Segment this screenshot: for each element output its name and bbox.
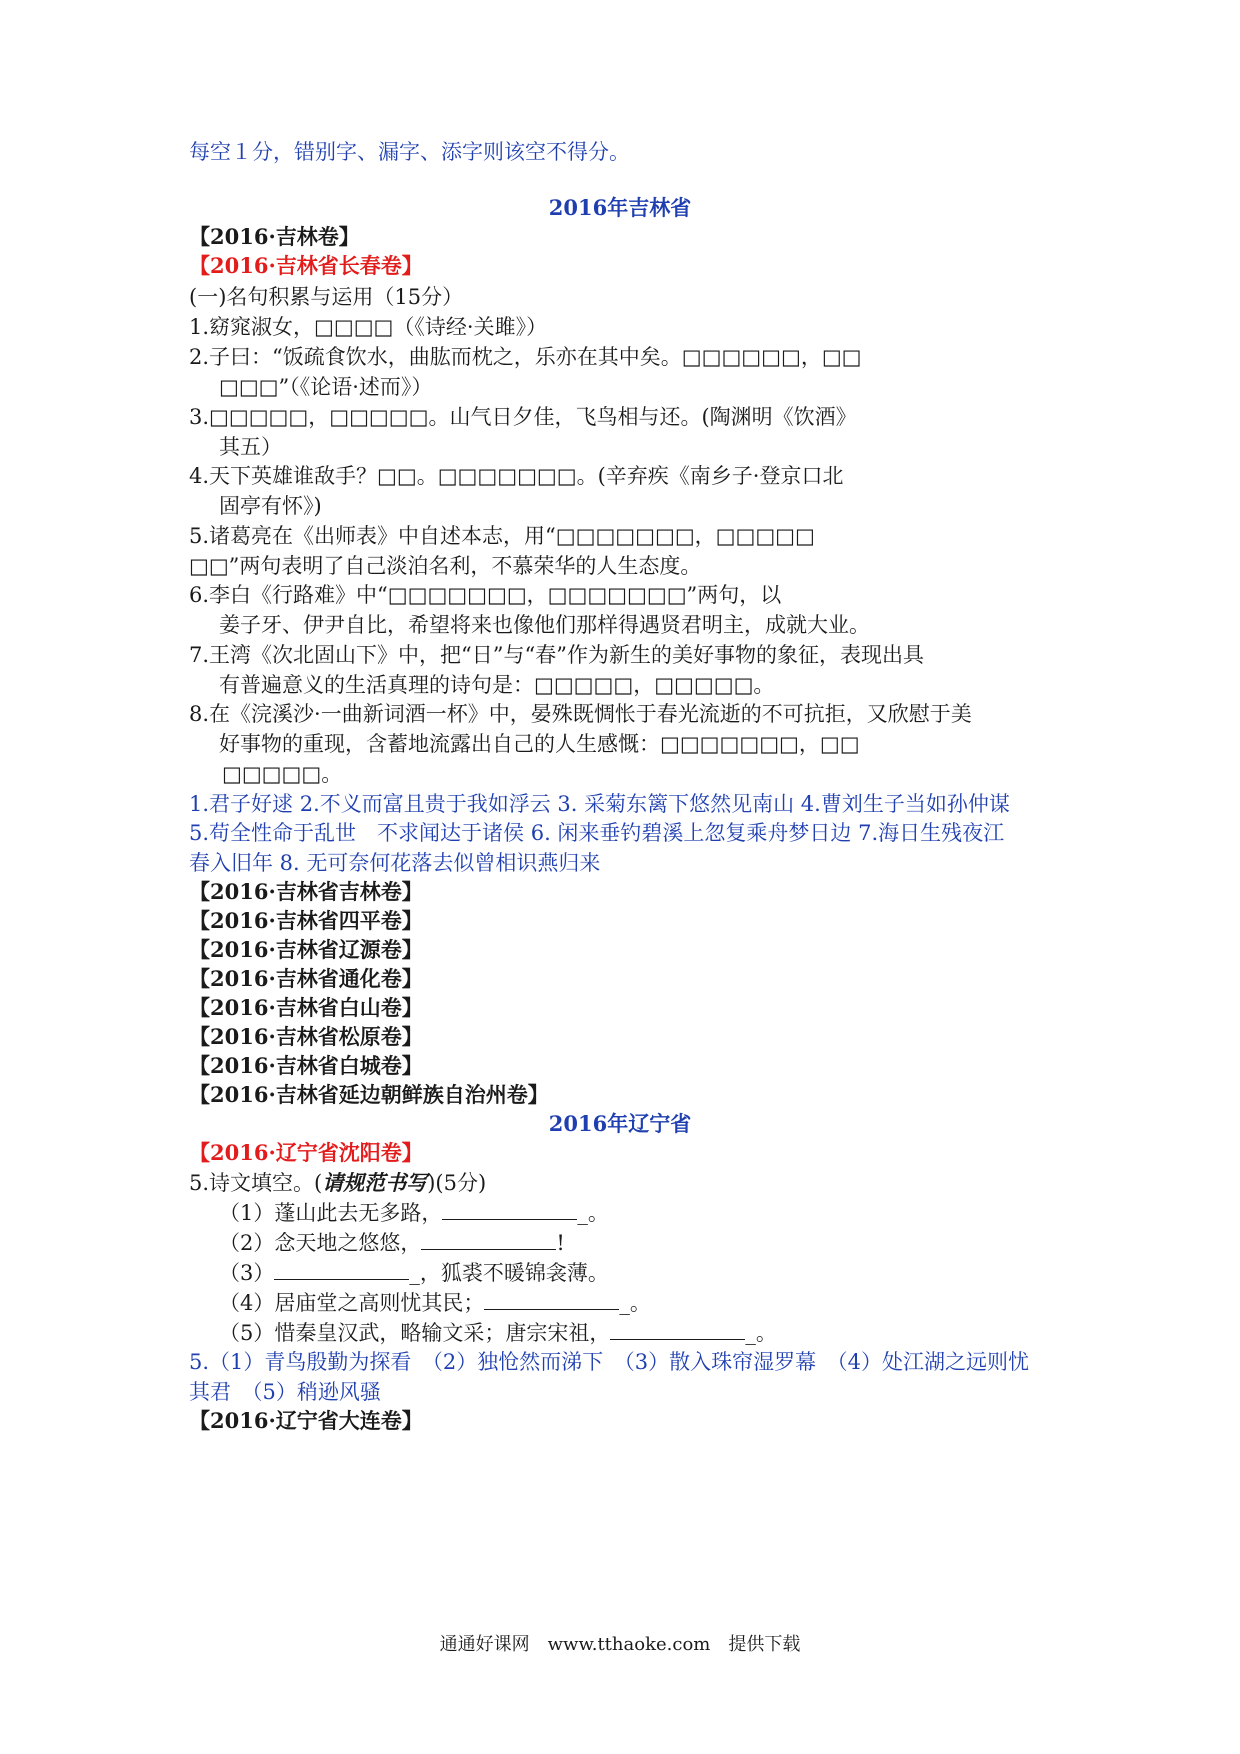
answer-line: 其君 （5）稍逊风骚 xyxy=(189,1380,381,1404)
section-heading: 【2016·吉林省通化卷】 xyxy=(189,966,423,991)
fill-item-text: （2）念天地之悠悠， xyxy=(219,1231,422,1255)
question-line: 固亭有怀》) xyxy=(219,494,322,518)
question-line: 7.王湾《次北固山下》中，把“日”与“春”作为新生的美好事物的象征，表现出具 xyxy=(189,643,924,667)
fill-item-text: （4）居庙堂之高则忧其民； xyxy=(219,1291,485,1315)
section-jilin: 【2016·吉林卷】 xyxy=(189,224,360,249)
fill-item-end: ! xyxy=(556,1231,565,1255)
question-5-suffix: )(5分) xyxy=(427,1171,487,1195)
jilin-heading: 2016年吉林省 xyxy=(548,195,692,220)
question-5 xyxy=(189,1168,486,1198)
fill-item-end: _。 xyxy=(745,1321,777,1345)
answer-line: 5.苟全性命于乱世 不求闻达于诸侯 6. 闲来垂钓碧溪上忽复乘舟梦日边 7.海日生残夜江 xyxy=(189,821,1005,845)
question-5-prefix: 5.诗文填空。( xyxy=(189,1171,323,1195)
question-line: 好事物的重现，含蓄地流露出自己的人生感慨：□□□□□□□，□□ xyxy=(219,732,860,756)
question-line: 其五） xyxy=(219,435,282,459)
answer-line: 5.（1）青鸟殷勤为探看 （2）独怆然而涕下 （3）散入珠帘湿罗幕 （4）处江湖之远则忧 xyxy=(189,1350,1029,1374)
fill-item xyxy=(219,1258,609,1288)
section-heading: 【2016·吉林省吉林卷】 xyxy=(189,879,423,904)
question-line: 8.在《浣溪沙·一曲新词酒一杯》中，晏殊既惆怅于春光流逝的不可抗拒，又欣慰于美 xyxy=(189,702,972,726)
question-line: 有普遍意义的生活真理的诗句是：□□□□□，□□□□□。 xyxy=(219,673,775,697)
question-line: 5.诸葛亮在《出师表》中自述本志，用“□□□□□□□，□□□□□ xyxy=(189,524,815,548)
part-title: (一)名句积累与运用（15分） xyxy=(189,285,464,309)
fill-item-text: （1）蓬山此去无多路， xyxy=(219,1201,443,1225)
question-line: □□□”（《论语·述而》） xyxy=(219,375,433,399)
section-heading: 【2016·吉林省白山卷】 xyxy=(189,995,423,1020)
fill-item xyxy=(219,1198,609,1228)
fill-blank xyxy=(421,1231,556,1250)
question-line: 4.天下英雄谁敌手？□□。□□□□□□□。(辛弃疾《南乡子·登京口北 xyxy=(189,464,844,488)
fill-blank xyxy=(442,1201,577,1220)
fill-item-text: （3） xyxy=(219,1261,275,1285)
scoring-note: 每空１分，错别字、漏字、添字则该空不得分。 xyxy=(189,140,630,164)
section-heading: 【2016·吉林省白城卷】 xyxy=(189,1053,423,1078)
fill-item-end: _。 xyxy=(619,1291,651,1315)
page-footer: 通通好课网 www.tthaoke.com 提供下载 xyxy=(439,1634,801,1655)
fill-blank xyxy=(610,1321,745,1340)
question-5-emphasis: 请规范书写 xyxy=(322,1170,428,1195)
fill-item xyxy=(219,1288,651,1318)
section-heading: 【2016·吉林省松原卷】 xyxy=(189,1024,423,1049)
question-line: □□□□□。 xyxy=(222,762,343,786)
question-line: 2.子曰：“饭疏食饮水，曲肱而枕之，乐亦在其中矣。□□□□□□，□□ xyxy=(189,345,862,369)
question-line: □□”两句表明了自己淡泊名利，不慕荣华的人生态度。 xyxy=(189,554,702,578)
section-heading: 【2016·吉林省四平卷】 xyxy=(189,908,423,933)
section-heading: 【2016·吉林省辽源卷】 xyxy=(189,937,423,962)
question-line: 6.李白《行路难》中“□□□□□□□，□□□□□□□”两句，以 xyxy=(189,583,782,607)
section-shenyang: 【2016·辽宁省沈阳卷】 xyxy=(189,1140,423,1165)
section-heading: 【2016·吉林省延边朝鲜族自治州卷】 xyxy=(189,1082,549,1107)
section-changchun: 【2016·吉林省长春卷】 xyxy=(189,253,423,278)
question-line: 姜子牙、伊尹自比，希望将来也像他们那样得遇贤君明主，成就大业。 xyxy=(219,613,870,637)
liaoning-heading: 2016年辽宁省 xyxy=(548,1111,692,1136)
fill-item-end: _，狐裘不暖锦衾薄。 xyxy=(409,1261,609,1285)
question-line: 1.窈窕淑女，□□□□（《诗经·关雎》） xyxy=(189,315,548,339)
fill-item xyxy=(219,1228,565,1258)
answer-line: 春入旧年 8. 无可奈何花落去似曾相识燕归来 xyxy=(189,851,601,875)
answer-line: 1.君子好逑 2.不义而富且贵于我如浮云 3. 采菊东篱下悠然见南山 4.曹刘生子当如孙仲谋 xyxy=(189,792,1010,816)
section-dalian: 【2016·辽宁省大连卷】 xyxy=(189,1408,423,1433)
fill-item xyxy=(219,1318,777,1348)
fill-blank xyxy=(484,1291,619,1310)
fill-item-end: _。 xyxy=(577,1201,609,1225)
question-line: 3.□□□□□，□□□□□。山气日夕佳，飞鸟相与还。(陶渊明《饮酒》 xyxy=(189,405,857,429)
fill-item-text: （5）惜秦皇汉武，略输文采；唐宗宋祖， xyxy=(219,1321,611,1345)
fill-blank xyxy=(274,1261,409,1280)
